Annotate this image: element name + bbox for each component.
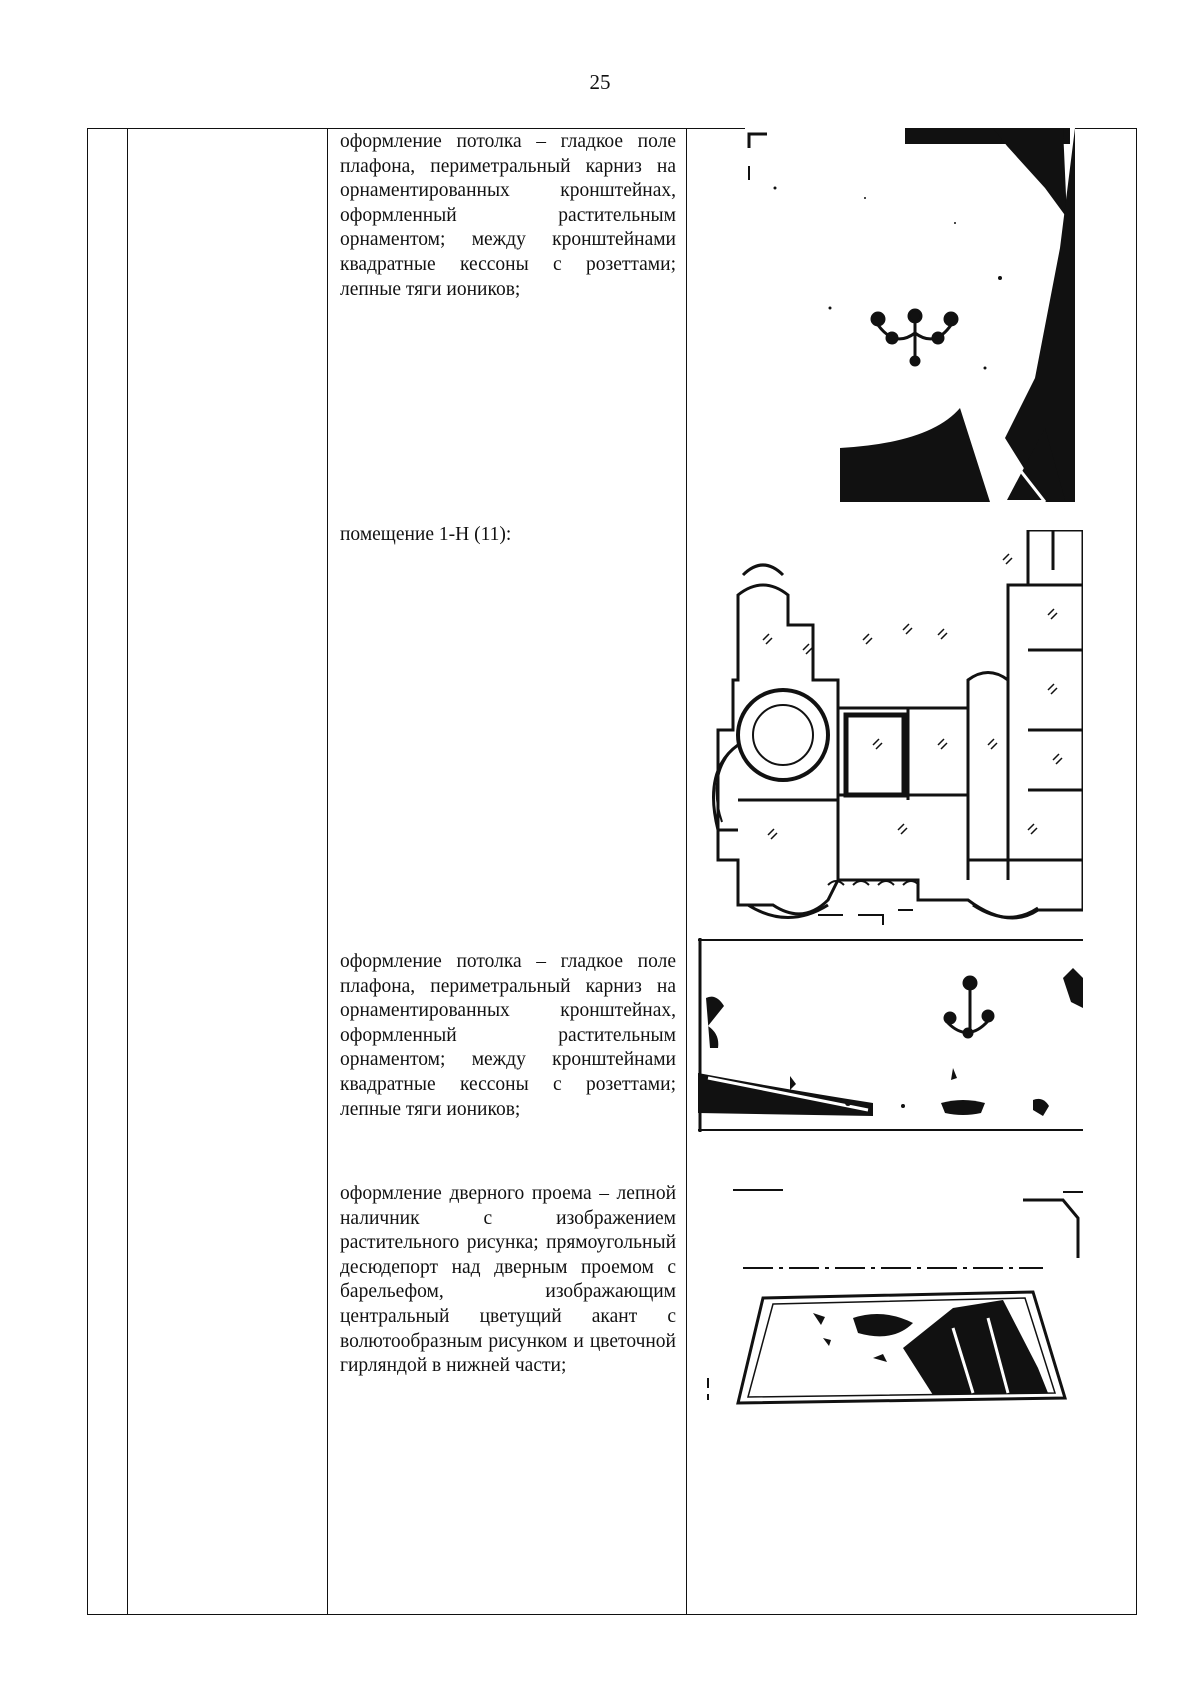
ceiling-chandelier-icon xyxy=(745,128,1075,502)
description-text: оформление потолка – гладкое поле плафона, периметральный карниз на орнаментированных кронштейнах, оформленный растительным орнаментом; между кронштейнами квадратные кессоны с розеттами; лепные тяги иоников; xyxy=(340,951,676,1120)
floor-plan xyxy=(708,530,1083,925)
column-divider xyxy=(127,129,128,1614)
ceiling-photo xyxy=(745,128,1075,502)
ceiling-photo-wide xyxy=(698,938,1083,1132)
description-text: оформление потолка – гладкое поле плафона, периметральный карниз на орнаментированных кронштейнах, оформленный растительным орнаментом; между кронштейнами квадратные кессоны с розеттами; лепные тяги иоников; xyxy=(340,131,676,300)
description-text: оформление дверного проема – лепной наличник с изображением растительного рисунка; прямоугольный десюдепорт над дверным проемом с барельефом, изображающим центральный цветущий акант с волютообразным рисунком и цветочной гирляндой в нижней части; xyxy=(340,1183,676,1377)
ceiling-chandeliers-icon xyxy=(698,938,1083,1132)
floor-plan-icon xyxy=(708,530,1083,925)
page-number: 25 xyxy=(589,70,611,94)
room-heading: помещение 1-Н (11): xyxy=(340,524,512,545)
column-divider xyxy=(686,129,687,1614)
door-overdoor-icon xyxy=(703,1188,1083,1416)
column-divider xyxy=(327,129,328,1614)
door-photo xyxy=(703,1188,1083,1416)
